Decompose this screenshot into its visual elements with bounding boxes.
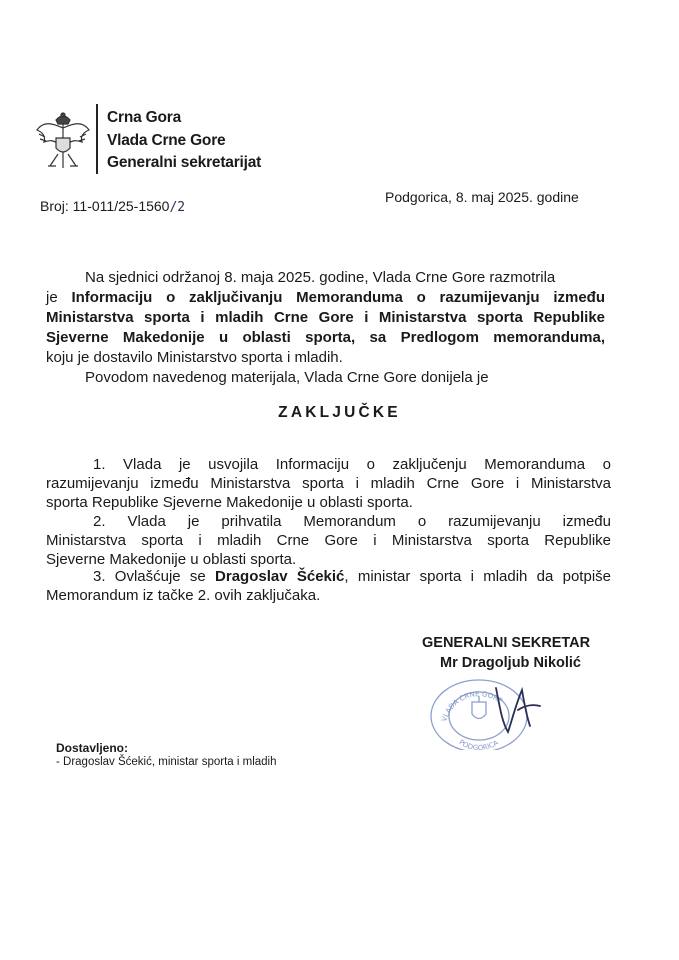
signatory-name: Mr Dragoljub Nikolić (440, 655, 581, 671)
conclusion-1-line-3: sporta Republike Sjeverne Makedonije u oblasti sporta. (46, 494, 413, 511)
conclusion-1-line-1: 1. Vlada je usvojila Informaciju o zaključenju Memoranduma o (93, 456, 611, 473)
conclusion-3-line-2: Memorandum iz tačke 2. ovih zaključaka. (46, 587, 321, 604)
intro-line-2-plain: je (46, 289, 72, 306)
reference-line (40, 198, 185, 215)
conclusion-3-minister-name: Dragoslav Šćekić (215, 568, 345, 585)
handwritten-signature-icon (470, 680, 560, 740)
conclusion-3-line-1 (93, 567, 611, 586)
document-title: ZAKLJUČKE (278, 404, 401, 421)
reference-number: Broj: 11-011/25-1560 (40, 198, 170, 214)
conclusion-3-prefix: 3. Ovlašćuje se (93, 568, 216, 585)
conclusion-2-line-2: Ministarstva sporta i mladih Crne Gore i Ministarstva sporta Republike (46, 532, 611, 549)
coat-of-arms-icon (34, 110, 92, 172)
header-secretariat: Generalni sekretarijat (107, 154, 262, 171)
signatory-role: GENERALNI SEKRETAR (422, 635, 591, 651)
place-date: Podgorica, 8. maj 2025. godine (385, 189, 579, 205)
header-divider (96, 104, 98, 174)
intro-decision-line: Povodom navedenog materijala, Vlada Crne Gore donijela je (85, 369, 489, 386)
conclusion-2-line-1: 2. Vlada je prihvatila Memorandum o razumijevanju između (93, 513, 611, 530)
stamp-top-text: VLADA CRNE GORE (440, 690, 504, 723)
intro-line-5: koju je dostavilo Ministarstvo sporta i mladih. (46, 349, 343, 366)
reference-handwritten-suffix: /2 (169, 200, 186, 215)
conclusion-3-suffix: , ministar sporta i mladih da potpiše (344, 568, 611, 585)
intro-line-2-bold: Informaciju o zaključivanju Memoranduma o razumijevanju između (71, 289, 606, 306)
delivery-item: - Dragoslav Šćekić, ministar sporta i mladih (56, 756, 277, 768)
stamp-bottom-text: PODGORICA (457, 738, 500, 750)
header-country: Crna Gora (107, 109, 181, 126)
intro-line-4: Sjeverne Makedonije u oblasti sporta, sa Predlogom memoranduma, (46, 329, 605, 346)
delivery-heading: Dostavljeno: (56, 741, 129, 755)
intro-line-1: Na sjednici održanoj 8. maja 2025. godine, Vlada Crne Gore razmotrila (85, 269, 556, 286)
intro-line-2 (46, 288, 605, 307)
conclusion-2-line-3: Sjeverne Makedonije u oblasti sporta. (46, 551, 297, 568)
conclusion-1-line-2: razumijevanju između Ministarstva sporta i mladih Crne Gore i Ministarstva (46, 475, 611, 492)
intro-line-3: Ministarstva sporta i mladih Crne Gore i Ministarstva sporta Republike (46, 309, 605, 326)
header-government: Vlada Crne Gore (107, 132, 226, 149)
